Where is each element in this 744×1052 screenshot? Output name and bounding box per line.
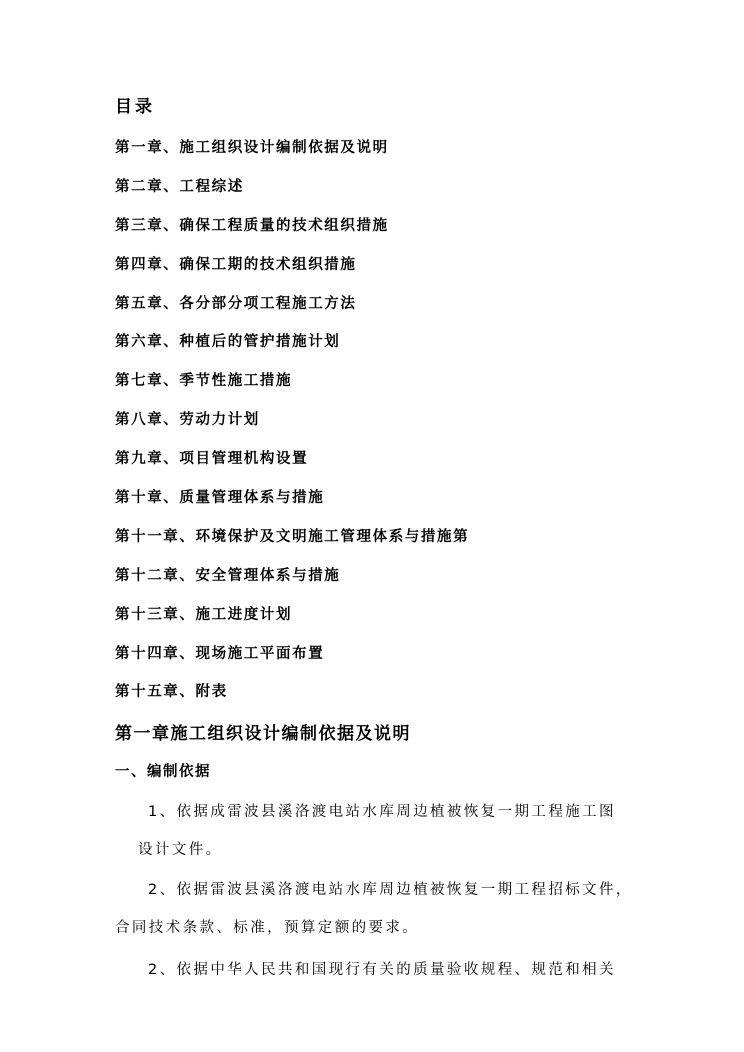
toc-item-chapter-4: 第四章、确保工期的技术组织措施 xyxy=(115,256,357,273)
toc-item-chapter-11: 第十一章、环境保护及文明施工管理体系与措施第 xyxy=(115,528,470,545)
toc-item-chapter-7: 第七章、季节性施工措施 xyxy=(115,373,293,390)
toc-item-chapter-8: 第八章、劳动力计划 xyxy=(115,412,260,429)
toc-item-chapter-12: 第十二章、安全管理体系与措施 xyxy=(115,567,341,584)
toc-title: 目录 xyxy=(115,97,155,117)
toc-item-chapter-10: 第十章、质量管理体系与措施 xyxy=(115,490,325,507)
paragraph-line: 设计文件。 xyxy=(138,842,223,858)
paragraph-line: 2、依据中华人民共和国现行有关的质量验收规程、规范和相关 xyxy=(148,962,616,978)
paragraph-line: 合同技术条款、标准，预算定额的要求。 xyxy=(115,920,420,936)
paragraph-line: 2、依据雷波县溪洛渡电站水库周边植被恢复一期工程招标文件， xyxy=(148,882,633,898)
chapter-heading: 第一章施工组织设计编制依据及说明 xyxy=(115,724,411,744)
toc-item-chapter-14: 第十四章、现场施工平面布置 xyxy=(115,645,325,662)
toc-item-chapter-2: 第二章、工程综述 xyxy=(115,178,244,195)
toc-item-chapter-15: 第十五章、附表 xyxy=(115,684,228,701)
toc-item-chapter-9: 第九章、项目管理机构设置 xyxy=(115,451,309,468)
toc-list xyxy=(115,135,469,718)
toc-item-chapter-5: 第五章、各分部分项工程施工方法 xyxy=(115,295,357,312)
toc-item-chapter-3: 第三章、确保工程质量的技术组织措施 xyxy=(115,217,389,234)
paragraph-line: 1、依据成雷波县溪洛渡电站水库周边植被恢复一期工程施工图 xyxy=(148,804,616,820)
section-heading: 一、编制依据 xyxy=(115,764,211,780)
toc-item-chapter-1: 第一章、施工组织设计编制依据及说明 xyxy=(115,140,389,156)
toc-item-chapter-6: 第六章、种植后的管护措施计划 xyxy=(115,334,341,351)
toc-item-chapter-13: 第十三章、施工进度计划 xyxy=(115,606,293,623)
